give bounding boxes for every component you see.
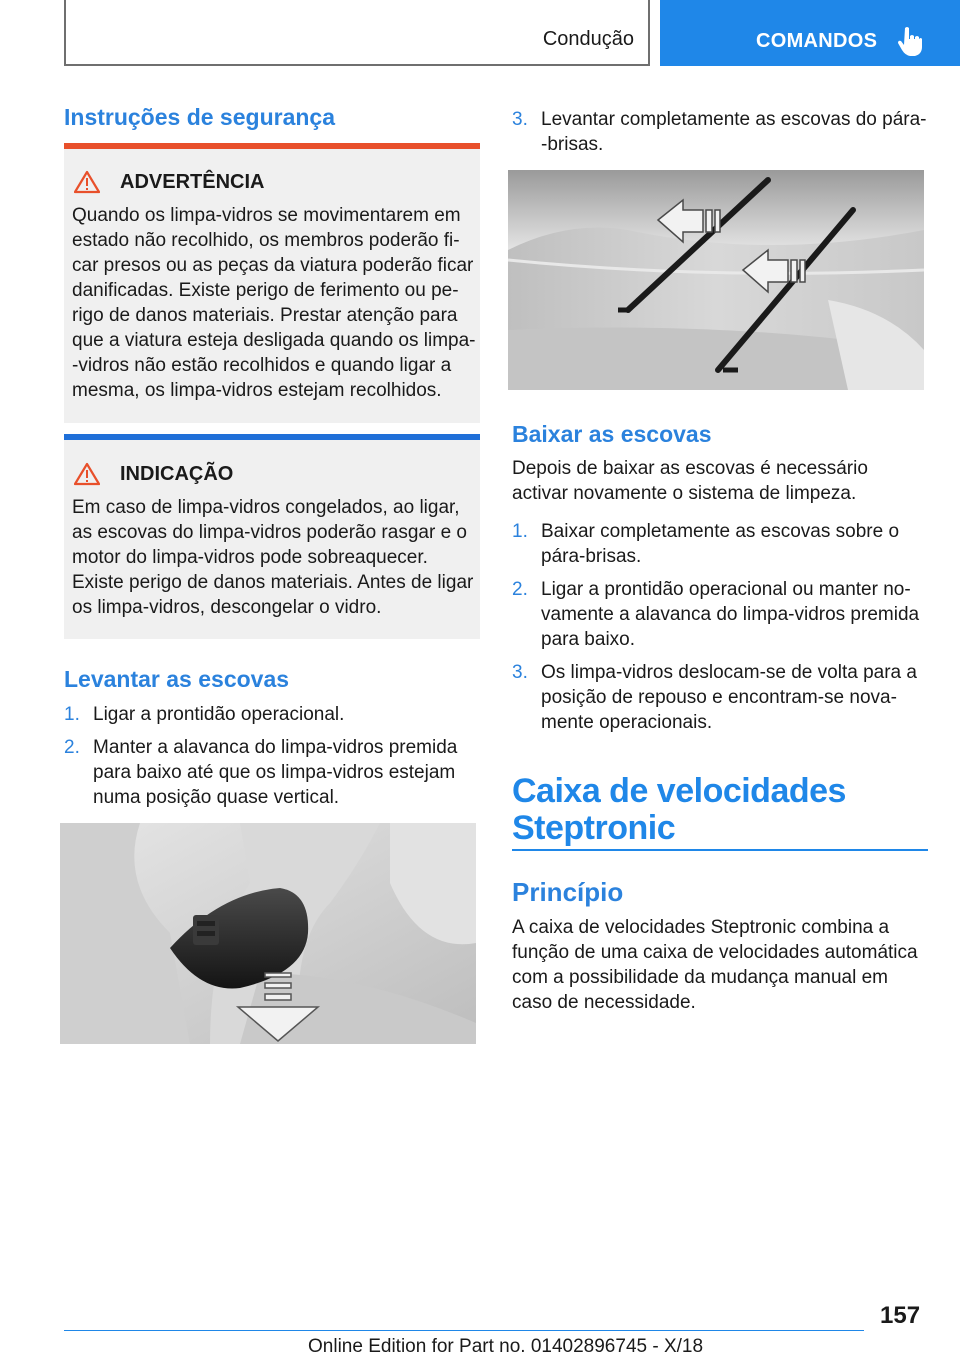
warning-title: ADVERTÊNCIA [120, 170, 265, 193]
notice-text: Em caso de limpa-vidros congelados, ao ligar, as escovas do limpa-vidros poderão rasgar e o motor do limpa-vidros pode sobreaquecer. Existe perigo de danos materiais. Antes de ligar os limpa-vidros, descongelar o vidro. [72, 497, 474, 618]
notice-title: INDICAÇÃO [120, 462, 234, 485]
step-number: 2. [64, 737, 80, 758]
step-number: 1. [64, 704, 80, 725]
warning-header [74, 170, 264, 194]
heading-line-1: Caixa de velocidades [512, 772, 846, 810]
warning-triangle-icon [74, 462, 100, 486]
wiper-stalk-illustration [60, 823, 476, 1044]
warning-triangle-icon [74, 170, 100, 194]
notice-header [74, 462, 233, 486]
header-section-title: Condução [542, 28, 634, 50]
step-text: Levantar completamente as escovas do pára--brisas. [541, 109, 927, 155]
list-item [512, 577, 928, 652]
footer-rule [64, 1330, 864, 1331]
notice-box [64, 434, 480, 639]
heading-principle: Princípio [512, 877, 624, 907]
notice-bar [64, 434, 480, 440]
step-text: Ligar a prontidão operacional ou manter no-vamente a alavanca do limpa-vidros premida para baixo. [541, 579, 920, 650]
heading-lower-wipers: Baixar as escovas [512, 421, 712, 447]
header-section-box [64, 0, 650, 66]
list-item [512, 519, 928, 569]
lower-steps-list [512, 519, 928, 743]
page-number: 157 [880, 1302, 921, 1329]
step-number: 2. [512, 579, 528, 600]
raised-wipers-illustration [508, 170, 924, 390]
header-chapter-label: COMANDOS [756, 30, 878, 52]
step-number: 1. [512, 521, 528, 542]
step-number: 3. [512, 109, 528, 130]
list-item [512, 107, 928, 157]
warning-box [64, 143, 480, 423]
pointing-hand-icon [896, 26, 922, 56]
step-text: Ligar a prontidão operacional. [93, 704, 345, 725]
header-chapter-tab[interactable] [660, 0, 960, 66]
principle-text: A caixa de velocidades Steptronic combina a função de uma caixa de velocidades automática com a possibilidade da mudança manual em caso de necessidade. [512, 917, 918, 1013]
step-text: Os limpa-vidros deslocam-se de volta para a posição de repouso e encontram-se nova-mente operacionais. [541, 662, 917, 733]
list-item [512, 660, 928, 735]
list-item [64, 735, 480, 810]
raise-step-3 [512, 107, 928, 165]
raise-steps-list [64, 702, 480, 818]
step-text: Manter a alavanca do limpa-vidros premida para baixo até que os limpa-vidros estejam numa posição quase vertical. [93, 737, 458, 808]
heading-raise-wipers: Levantar as escovas [64, 666, 290, 692]
heading-safety-instructions: Instruções de segurança [64, 104, 335, 130]
warning-text: Quando os limpa-vidros se movimentarem em estado não recolhido, os membros poderão fi-car presos ou as peças da viatura poderão ficar danificadas. Existe perigo de ferimento ou pe-rigo de danos materiais. Prestar atenção para que a viatura esteja desligada quando os limpa--vidros não estão recolhidos e quando ligar a mesma, os limpa-vidros estejam recolhidos. [72, 205, 476, 401]
lower-intro-text: Depois de baixar as escovas é necessário activar novamente o sistema de limpeza. [512, 458, 868, 504]
heading-line-2: Steptronic [512, 809, 676, 847]
footer-edition: Online Edition for Part no. 01402896745 - X/18 [308, 1336, 704, 1357]
warning-bar [64, 143, 480, 149]
heading-steptronic-gearbox [512, 773, 846, 847]
heading-rule [512, 849, 928, 851]
step-text: Baixar completamente as escovas sobre o pára-brisas. [541, 521, 900, 567]
list-item [64, 702, 480, 727]
step-number: 3. [512, 662, 528, 683]
